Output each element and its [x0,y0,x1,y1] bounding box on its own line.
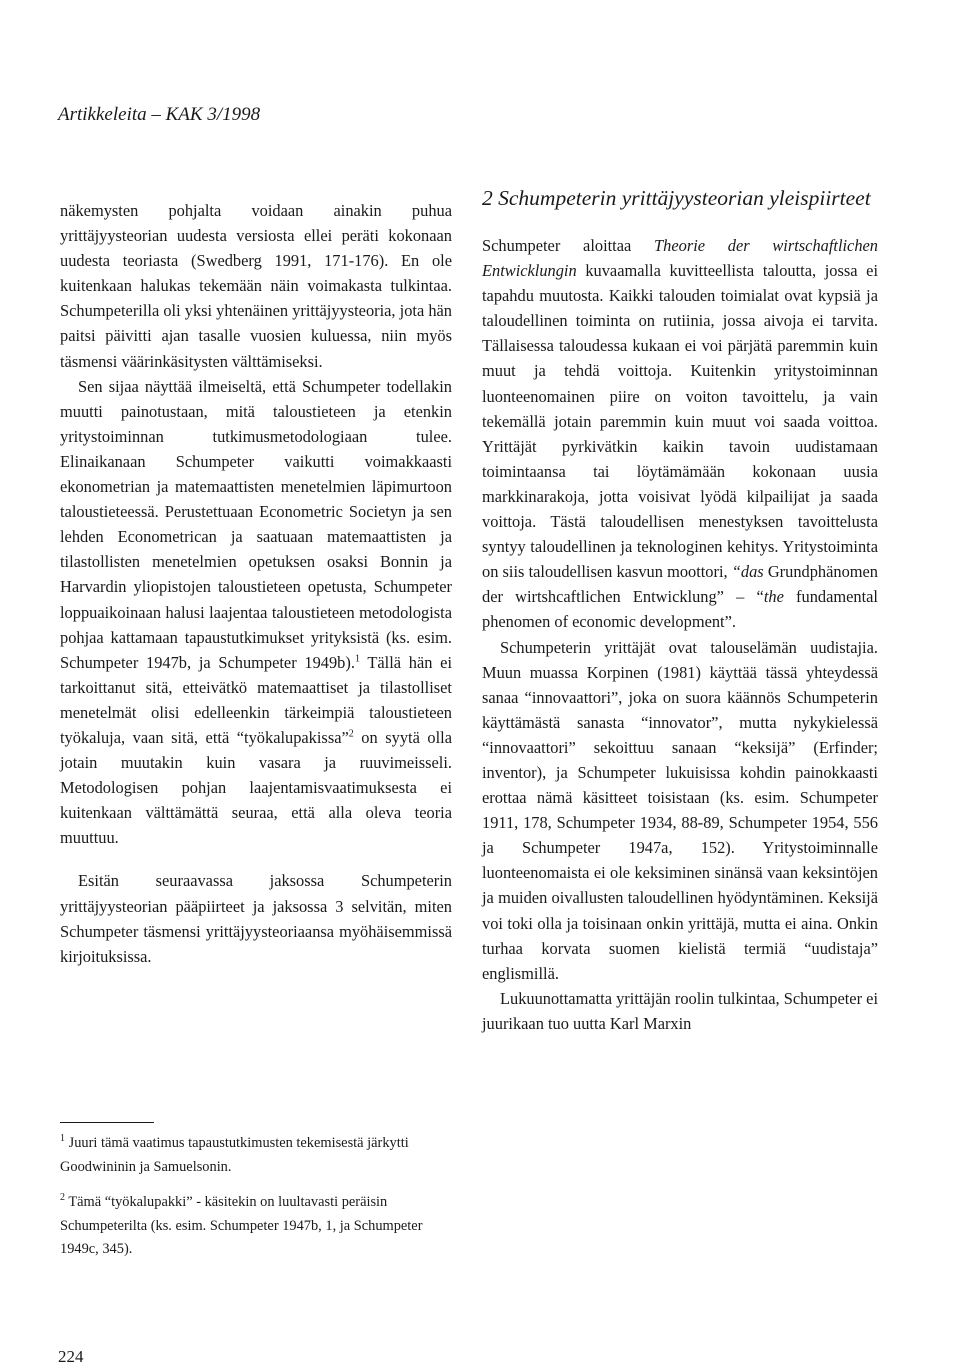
left-paragraph-2-part-3: on syytä olla jotain muutakin kuin vasara ja ruuvimeisseli. Metodologisen pohjan laajentamisvaatimuksesta ei kuitenkaan välttämättä seuraa, että alla oleva teoria muuttuu. [60,727,452,848]
footnote-1-mark: 1 [60,1133,65,1145]
page-number: 224 [58,1347,84,1366]
footnote-2 [60,1191,452,1262]
footnote-mark-1[interactable]: 1 [354,653,360,665]
quote-das: “das [731,562,764,582]
left-paragraph-1: näkemysten pohjalta voidaan ainakin puhua yrittäjyysteorian uudesta versiosta ellei peräti kokonaan uudesta teoriasta (Swedberg 1991, 171-176). En ole kuitenkaan halukas tekemään näin voimakasta tulkintaa. Schumpeterilla oli yksi yhtenäinen yrittäjyysteoria, jota hän paitsi päivitti ajan tasalle vuosien kuluessa, niin myös täsmensi väärinkäsitysten välttämiseksi. [60,201,452,371]
footnote-2-text: Tämä “työkalupakki” - käsitekin on luultavasti peräisin Schumpeterilta (ks. esim. Schumpeter 1947b, 1, ja Schumpeter 1949c, 345). [60,1194,423,1257]
right-paragraph-1-part-3: Grundphänomen der wirtshcaftlichen Entwicklung” – “ [482,562,878,607]
running-header: Artikkeleita – KAK 3/1998 [58,104,261,125]
left-paragraph-2-part-1: Sen sijaa näyttää ilmeiseltä, että Schumpeter todellakin muutti painotustaan, mitä taloustieteen ja etenkin yritystoiminnan tutkimusmetodologiaan tulee. Elinaikanaan Schumpeter vaikutti voimakkaasti ekonometrian ja matemaattisten menetelmien läpimurtoon taloustieteessä. Perustettuaan Econometric Societyn ja sen lehden Econometrican ja saatuaan matemaattisten ja tilastollisten menetelmien opetuksen osaksi Bonnin ja Harvardin yliopistojen taloustieteen opetusta, Schumpeter loppuaikoinaan halusi laajentaa taloustieteen metodologista pohjaa kattamaan tapaustutkimukset yrityksistä (ks. esim. Schumpeter 1947b, ja Schumpeter 1949b). [60,376,452,672]
footnote-divider [60,1122,154,1123]
right-paragraph-2: Schumpeterin yrittäjät ovat talouselämän uudistajia. Muun muassa Korpinen (1981) käyttää tässä yhteydessä sanaa “innovaattori”, joka on suora käännös Schumpeterin käyttämästä sanasta “innovator”, mutta nykykielessä “innovaattori” sekoittuu sanaan “keksijä” (Erfinder; inventor), ja Schumpeter lukuisissa kohdin painokkaasti erottaa nämä käsitteet toisistaan (ks. esim. Schumpeter 1911, 178, Schumpeter 1934, 88-89, Schumpeter 1954, 556 ja Schumpeter 1947a, 152). Yritystoiminnalle luonteenomaista ei ole keksiminen sinänsä vaan keksintöjen ja muiden oivallusten taloudellinen hyödyntäminen. Keksijä voi toki olla ja toisinaan onkin yrittäjä, mutta ei aina. Onkin turhaa korvata suomen kielistä termiä “uudistaja” englismillä. [482,637,878,983]
right-paragraph-1-part-4: fundamental phenomen of economic development”. [482,587,878,632]
right-paragraph-1-part-1: Schumpeter aloittaa [482,236,655,255]
left-paragraph-3: Esitän seuraavassa jaksossa Schumpeterin yrittäjyysteorian pääpiirteet ja jaksossa 3 selvitän, miten Schumpeter täsmensi yrittäjyysteoriaansa myöhäisemmissä kirjoituksissa. [60,871,452,966]
footnote-1-text: Juuri tämä vaatimus tapaustutkimusten tekemisestä järkytti Goodwininin ja Samuelsonin. [60,1135,409,1175]
footnote-mark-2[interactable]: 2 [348,728,354,740]
right-column [482,186,878,1036]
footnote-2-mark: 2 [60,1192,65,1204]
left-paragraph-2-part-2: Tällä hän ei tarkoittanut sitä, etteivätkö matemaattiset ja tilastolliset menetelmät olisi edelleenkin tärkeimpiä taloustieteen työkaluja, vaan sitä, että “työkalupakissa” [60,652,452,747]
footnote-1 [60,1132,452,1179]
footnotes [60,1132,452,1274]
left-column [60,198,452,969]
quote-the: the [763,587,784,607]
right-paragraph-3: Lukuunottamatta yrittäjän roolin tulkintaa, Schumpeter ei juurikaan tuo uutta Karl Marxin [482,988,878,1033]
left-paragraph-2 [60,374,452,851]
right-paragraph-1-part-2: kuvaamalla kuvitteellista taloutta, jossa ei tapahdu muutosta. Kaikki talouden toimialat ovat kypsiä ja taloudellinen toiminta on rutiinia, jossa aivoja ei tarvita. Tällaisessa taloudessa kukaan ei voi pärjätä paremmin kuin muut ja tehdä voittoja. Kuitenkin yritystoiminnan luonteenomainen piire on voiton tavoittelu, ja vain tekemällä jotain paremmin kuin muut voi saada voittoa. Yrittäjät pyrkivätkin kaikin tavoin uudistamaan toimintaansa tai löytämämään kokonaan uusia markkinarakoja, jotta voisivat lyödä kilpailijat ja saada voittoja. Tästä taloudellisen menestyksen tavoittelusta syntyy taloudellinen ja teknologinen kehitys. Yritystoiminta on siis taloudellisen kasvun moottori, [482,261,878,582]
book-title: Theorie der wirtschaftlichen Entwicklungin [482,236,878,281]
section-heading: 2 Schumpeterin yrittäjyysteorian yleispiirteet [482,186,871,210]
right-paragraph-1 [482,233,878,635]
